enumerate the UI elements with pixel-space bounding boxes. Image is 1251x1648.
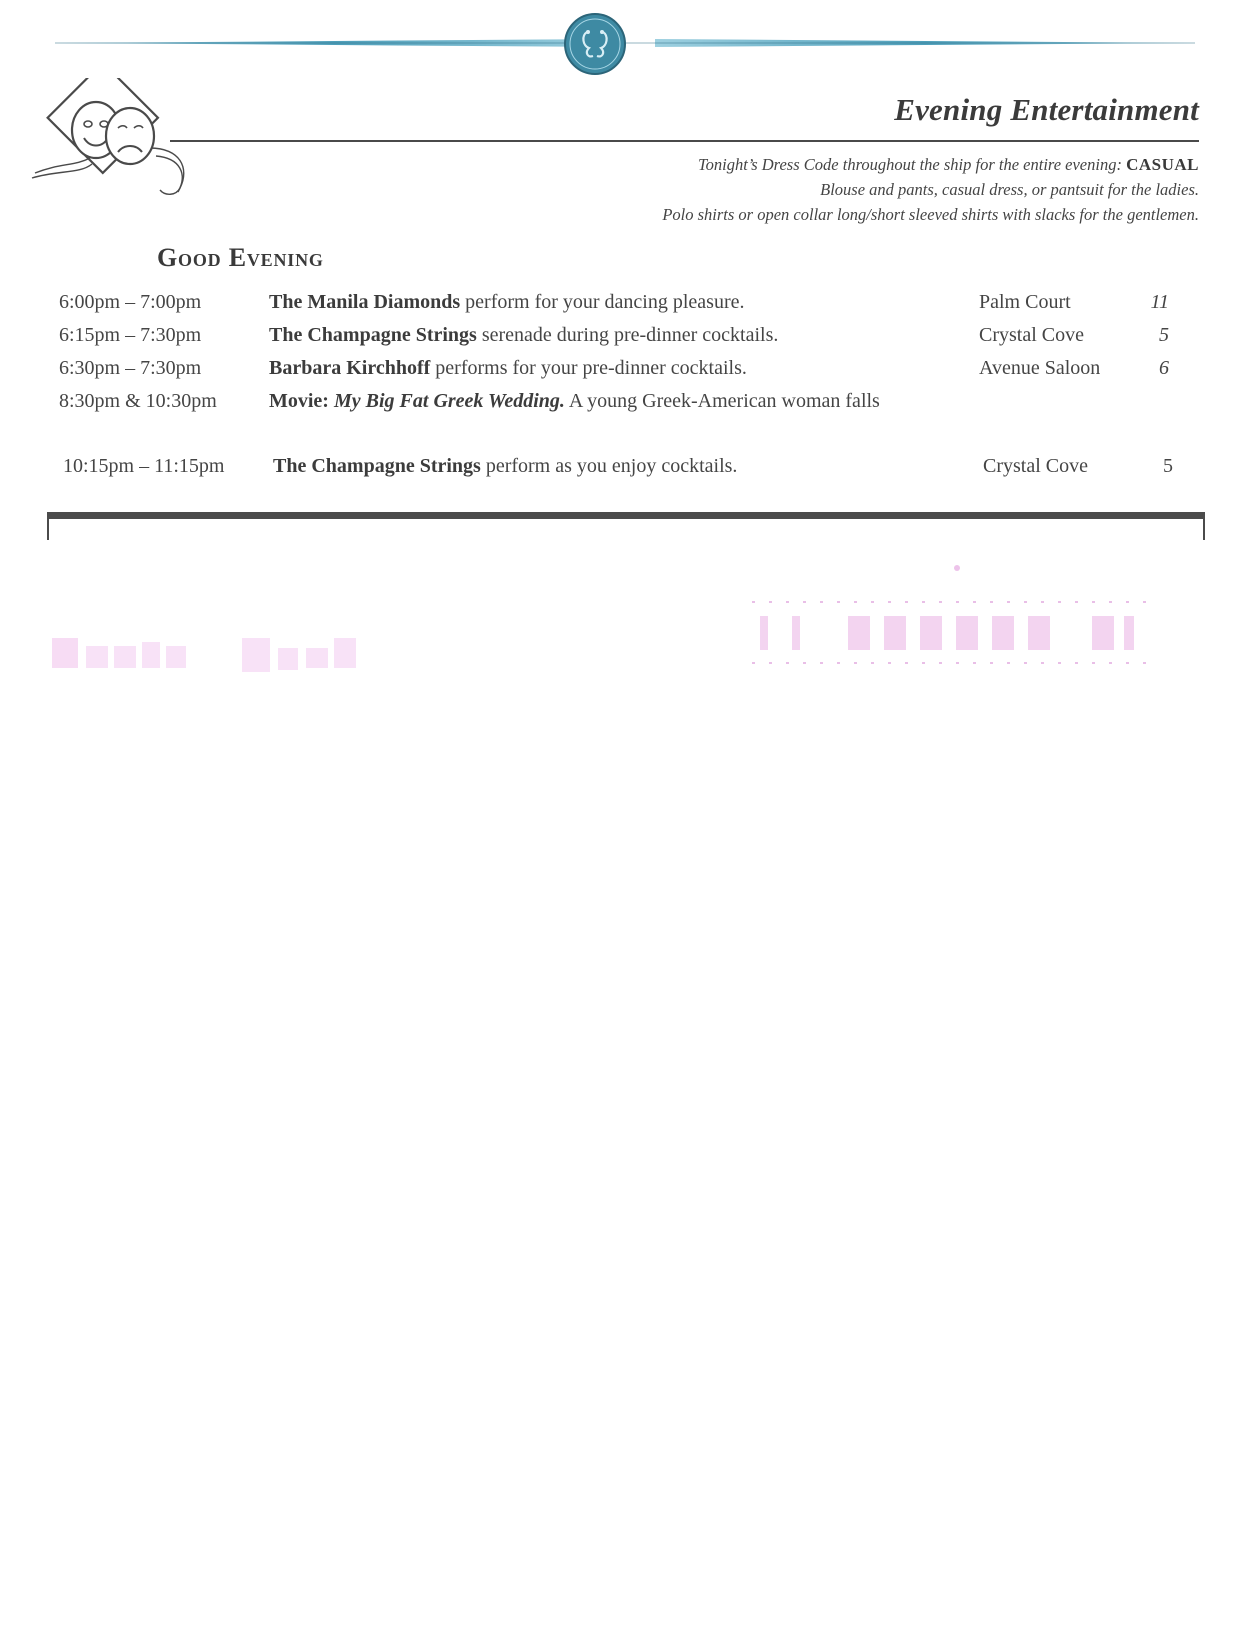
event-detail: perform for your dancing pleasure. [460, 291, 745, 313]
dress-code-intro: Tonight’s Dress Code throughout the ship for the entire evening: [698, 155, 1127, 174]
page-title: Evening Entertainment [894, 92, 1199, 127]
faint-residue-right [752, 560, 1152, 670]
event-description [273, 451, 737, 481]
event-detail: A young Greek-American woman falls [564, 390, 880, 412]
dress-code-ladies: Blouse and pants, casual dress, or pantsuit for the ladies. [820, 180, 1199, 199]
event-venue: Crystal Cove [979, 324, 1084, 346]
event-time: 6:30pm – 7:30pm [59, 357, 202, 379]
event-time: 6:00pm – 7:00pm [59, 291, 202, 313]
bottom-frame-left-edge [47, 512, 49, 540]
event-venue: Avenue Saloon [979, 357, 1101, 379]
movie-title: My Big Fat Greek Wedding. [333, 390, 565, 412]
event-time: 8:30pm & 10:30pm [59, 390, 217, 412]
event-deck: 5 [1163, 455, 1173, 477]
event-detail: perform as you enjoy cocktails. [480, 455, 738, 477]
event-detail: performs for your pre-dinner cocktails. [430, 357, 747, 379]
event-deck: 11 [1150, 291, 1169, 313]
event-venue: Palm Court [979, 291, 1071, 313]
event-time: 6:15pm – 7:30pm [59, 324, 202, 346]
dress-code-gentlemen: Polo shirts or open collar long/short sleeved shirts with slacks for the gentlemen. [662, 205, 1199, 224]
event-performer: The Champagne Strings [269, 324, 477, 346]
event-time: 10:15pm – 11:15pm [63, 455, 225, 477]
theater-masks-icon [30, 78, 200, 218]
dress-code-line-1 [662, 152, 1199, 177]
event-performer: The Champagne Strings [273, 455, 481, 477]
event-description [269, 386, 880, 416]
event-description [269, 353, 747, 383]
event-performer: The Manila Diamonds [269, 291, 461, 313]
event-deck: 6 [1159, 357, 1169, 379]
dress-code-block [662, 152, 1199, 227]
event-performer: Movie: [269, 390, 329, 412]
event-detail: serenade during pre-dinner cocktails. [476, 324, 779, 346]
bottom-frame-rule [47, 512, 1205, 519]
section-heading: Good Evening [157, 243, 324, 272]
faint-residue-left [52, 630, 372, 680]
event-description [269, 287, 745, 317]
bottom-frame-right-edge [1203, 512, 1205, 540]
title-underline [170, 140, 1199, 142]
event-performer: Barbara Kirchhoff [269, 357, 431, 379]
dress-code-value: CASUAL [1126, 155, 1199, 174]
event-deck: 5 [1159, 324, 1169, 346]
event-description [269, 320, 778, 350]
seahorse-medallion-icon [563, 12, 627, 76]
event-venue: Crystal Cove [983, 455, 1088, 477]
